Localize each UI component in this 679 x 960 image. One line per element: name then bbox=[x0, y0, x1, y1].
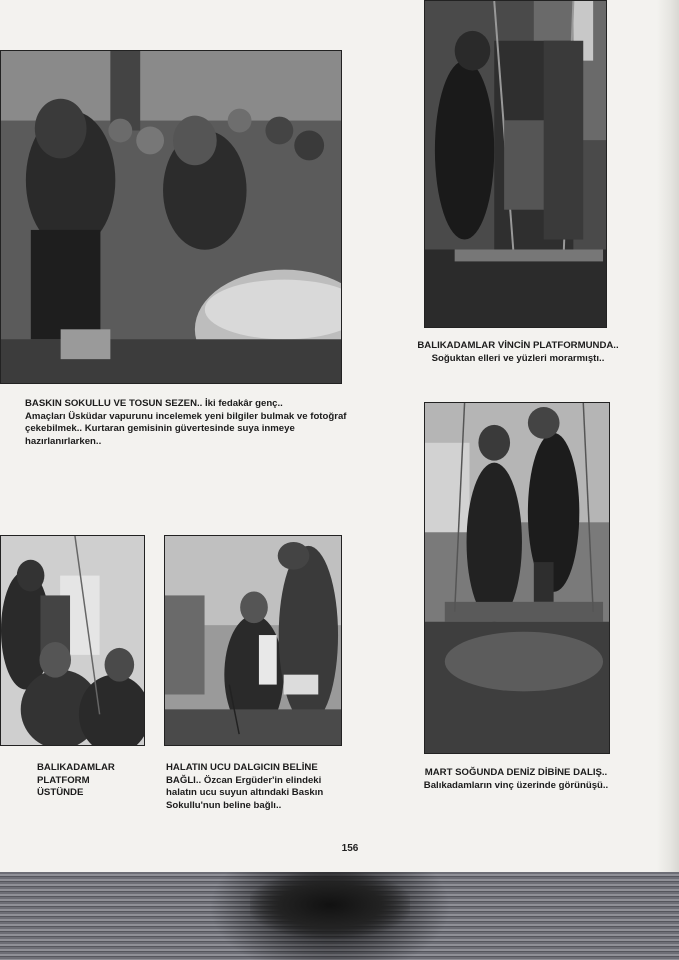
caption-on-platform bbox=[37, 762, 147, 800]
caption-rope-end bbox=[166, 762, 342, 812]
caption-line: ÜSTÜNDE bbox=[37, 787, 84, 799]
photo-march-dive bbox=[424, 402, 610, 754]
caption-body: Balıkadamların vinç üzerinde görünüşü.. bbox=[423, 779, 609, 791]
caption-body: Özcan Ergüder'in elindeki halatın ucu suyun altındaki Baskın Sokullu'nun beline bağlı.. bbox=[166, 774, 324, 811]
page-edge-shadow bbox=[657, 0, 679, 872]
caption-title: BALIKADAMLAR VİNCİN PLATFORMUNDA.. bbox=[417, 340, 619, 351]
caption-divers-on-deck bbox=[25, 398, 347, 448]
photo-rope-end bbox=[164, 535, 342, 746]
page-number: 156 bbox=[341, 843, 359, 854]
caption-title-tail: İki fedakâr genç.. bbox=[205, 398, 283, 409]
caption-body: Soğuktan elleri ve yüzleri morarmıştı.. bbox=[431, 352, 605, 364]
scanner-artifact-band bbox=[0, 872, 679, 960]
photo-divers-on-platform bbox=[0, 535, 145, 746]
scanner-shadow bbox=[250, 872, 410, 938]
caption-title: MART SOĞUNDA DENİZ DİBİNE DALIŞ.. bbox=[424, 767, 608, 778]
caption-crane-platform bbox=[388, 340, 648, 365]
caption-title: HALATIN UCU DALGICIN BELİNE BAĞLI.. bbox=[166, 762, 318, 786]
caption-line: PLATFORM bbox=[37, 774, 90, 786]
photo-divers-on-deck bbox=[0, 50, 342, 384]
photo-crane-platform bbox=[424, 0, 607, 328]
caption-title: BASKIN SOKULLU VE TOSUN SEZEN.. bbox=[25, 398, 203, 409]
caption-body: Amaçları Üsküdar vapurunu incelemek yeni bilgiler bulmak ve fotoğraf çekebilmek.. Kurtaran gemisinin güvertesinde suya inmeye hazırlanırlarken.. bbox=[25, 410, 347, 447]
caption-line: BALIKADAMLAR bbox=[37, 762, 115, 773]
caption-march-dive bbox=[396, 767, 636, 792]
